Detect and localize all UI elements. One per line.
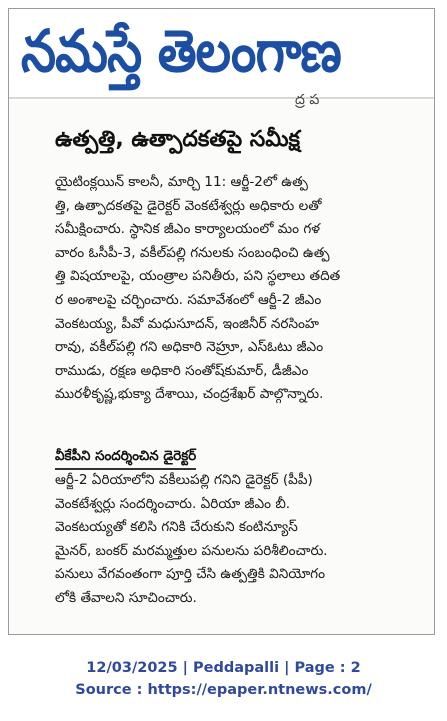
masthead-divider	[9, 97, 434, 99]
text-line: ఆర్జీ-2 ఏరియాలోని వకీలుపల్లి గనిని డైరెక్టర్ (పీపీ)	[55, 472, 313, 488]
article-headline: ఉత్పత్తి, ఉత్పాదకతపై సమీక్ష	[55, 127, 300, 152]
newspaper-clipping	[8, 8, 435, 635]
cut-text-fragment	[295, 92, 359, 109]
masthead-title: నమస్తే తెలంగాణ	[21, 17, 341, 85]
text-line: లోకి తేవాలని సూచించారు.	[55, 589, 197, 606]
text-line: సమీక్షించారు. స్థానిక జీఎం కార్యాలయంలో మం గళ	[55, 221, 321, 238]
text-line: పనులు వేగవంతంగా పూర్తి చేసి ఉత్పత్తికి వినియోగం	[55, 566, 325, 583]
text-line: రావు, వకీల్‌పల్లి గని అధికారి నెహ్రూ, ఎస్‌ఓటు జీఎం	[55, 339, 324, 356]
text-line: ర అంశాలపై చర్చించారు. సమావేశంలో ఆర్జీ-2 జీఎం	[55, 291, 322, 308]
text-line: వెంకటయ్య, పీవో మధుసూదన్, ఇంజినీర్ నరసింహ	[55, 315, 319, 332]
text-line: త్తి విషయాలపై, యంత్రాల పనితీరు, పని స్థలాలు తదిత	[55, 268, 341, 285]
source-url: Source : https://epaper.ntnews.com/	[75, 682, 372, 698]
text-line: మురళీకృష్ణ,భుక్యా దేశాయి, చంద్రశేఖర్ పాల్గొన్నారు.	[55, 386, 324, 403]
text-line: త్తి, ఉత్పాదకతపై డైరెక్టర్ వెంకటేశ్వర్లు అధికారు లతో	[55, 197, 322, 214]
text-line: వెంకటయ్యతో కలిసి గనికి చేరుకుని కంటిన్యూస్	[55, 519, 298, 536]
masthead	[9, 9, 434, 101]
article-paragraph-2	[55, 469, 425, 611]
text-line: మైనర్, బంకర్ మరమ్మత్తుల పనులను పరిశీలించారు.	[55, 542, 328, 559]
article-paragraph-1	[55, 171, 425, 407]
edition-info: 12/03/2025 | Peddapalli | Page : 2	[86, 660, 361, 676]
text-line: యైటింక్లయిన్ కాలనీ, మార్చి 11: ఆర్జీ-2లో ఉత్ప	[55, 174, 308, 190]
text-line: వారం ఓసీపీ-3, వకీల్‌పల్లి గనులకు సంబంధించి ఉత్ప	[55, 244, 330, 261]
article-subheading: వీకేపీని సందర్శించిన డైరెక్టర్	[55, 449, 196, 470]
text-line: వెంకటేశ్వర్లు సందర్శించారు. ఏరియా జీఎం బీ.	[55, 495, 291, 512]
cut-text: ద్ర ప	[295, 92, 320, 108]
text-line: రాముడు, రక్షణ అధికారి సంతోష్‌కుమార్, డీజీఎం	[55, 362, 309, 379]
